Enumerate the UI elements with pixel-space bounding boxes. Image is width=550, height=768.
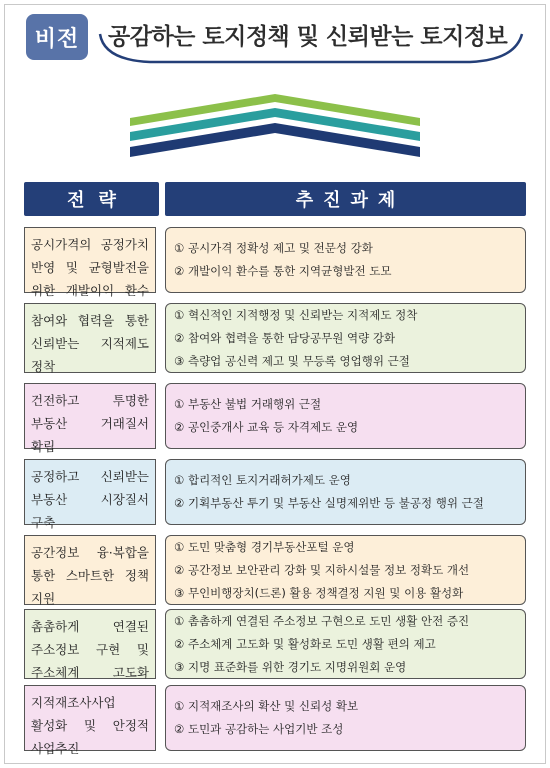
strategy-line: 주소정보 구현 및	[31, 642, 149, 657]
strategy-line: 위한 개발이익 환수	[31, 283, 149, 298]
task-box	[165, 609, 526, 679]
task-box	[165, 685, 526, 751]
strategy-line: 부동산 거래질서	[31, 416, 149, 431]
strategy-row-6	[24, 609, 526, 679]
strategy-line: 건전하고 투명한	[31, 393, 149, 408]
strategy-line: 지적재조사사업	[31, 695, 116, 710]
strategy-line: 공시가격의 공정가치	[31, 237, 149, 252]
vision-badge: 비전	[26, 14, 88, 60]
strategy-line: 주소체계 고도화	[31, 665, 149, 680]
strategy-line: 구축	[31, 515, 56, 530]
strategy-row-2	[24, 303, 526, 373]
task-item: ① 공시가격 정확성 제고 및 전문성 강화	[174, 241, 373, 255]
strategy-row-3	[24, 383, 526, 454]
task-item: ① 지적재조사의 확산 및 신뢰성 확보	[174, 699, 359, 713]
strategy-box	[24, 303, 156, 373]
strategy-line: 부동산 시장질서	[31, 492, 149, 507]
strategy-line: 정착	[31, 359, 56, 374]
task-item: ③ 무인비행장치(드론) 활용 정책결정 지원 및 이용 활성화	[174, 585, 464, 600]
task-item: ② 주소체계 고도화 및 활성화로 도민 생활 편의 제고	[174, 636, 436, 651]
task-box	[165, 227, 526, 293]
strategy-line: 확립	[31, 439, 56, 454]
task-item: ② 기획부동산 투기 및 부동산 실명제위반 등 불공정 행위 근절	[174, 496, 484, 510]
strategy-line: 활성화 및 안정적	[31, 718, 149, 733]
task-box	[165, 459, 526, 525]
strategy-line: 지원	[31, 591, 56, 606]
vision-title: 공감하는 토지정책 및 신뢰받는 토지정보	[108, 24, 508, 50]
strategy-row-4	[24, 459, 526, 530]
task-item: ① 부동산 불법 거래행위 근절	[174, 397, 322, 411]
task-item: ② 도민과 공감하는 사업기반 조성	[174, 722, 344, 736]
strategy-line: 사업추진	[31, 741, 80, 756]
strategy-row-5	[24, 535, 526, 605]
chevron-graphic	[130, 88, 420, 168]
task-box	[165, 303, 526, 373]
task-item: ① 혁신적인 지적행정 및 신뢰받는 지적제도 정착	[174, 307, 418, 322]
tasks-header: 추진과제	[165, 182, 526, 216]
task-item: ③ 측량업 공신력 제고 및 무등록 영업행위 근절	[174, 353, 410, 368]
strategy-line: 촘촘하게 연결된	[31, 619, 149, 634]
task-box	[165, 535, 526, 605]
strategy-row-1	[24, 227, 526, 298]
task-item: ② 개발이익 환수를 통한 지역균형발전 도모	[174, 264, 392, 278]
strategy-box	[24, 383, 156, 454]
task-item: ① 합리적인 토지거래허가제도 운영	[174, 473, 351, 487]
task-item: ① 도민 맞춤형 경기부동산포털 운영	[174, 539, 355, 554]
strategy-box	[24, 535, 156, 605]
strategy-box	[24, 685, 156, 756]
strategy-box	[24, 609, 156, 679]
task-item: ③ 지명 표준화를 위한 경기도 지명위원회 운영	[174, 659, 407, 674]
strategy-line: 참여와 협력을 통한	[31, 313, 149, 328]
strategy-line: 신뢰받는 지적제도	[31, 336, 149, 351]
strategy-header: 전략	[24, 182, 159, 216]
strategy-line: 반영 및 균형발전을	[31, 260, 149, 275]
task-item: ② 공간정보 보안관리 강화 및 지하시설물 정보 정확도 개선	[174, 562, 470, 577]
strategy-line: 공간정보 융·복합을	[31, 545, 149, 560]
task-box	[165, 383, 526, 449]
strategy-box	[24, 459, 156, 530]
strategy-row-7	[24, 685, 526, 756]
strategy-line: 통한 스마트한 정책	[31, 568, 149, 583]
strategy-box	[24, 227, 156, 298]
task-item: ② 공인중개사 교육 등 자격제도 운영	[174, 420, 359, 434]
task-item: ① 촘촘하게 연결된 주소정보 구현으로 도민 생활 안전 증진	[174, 613, 470, 628]
task-item: ② 참여와 협력을 통한 담당공무원 역량 강화	[174, 330, 396, 345]
strategy-line: 공정하고 신뢰받는	[31, 469, 149, 484]
